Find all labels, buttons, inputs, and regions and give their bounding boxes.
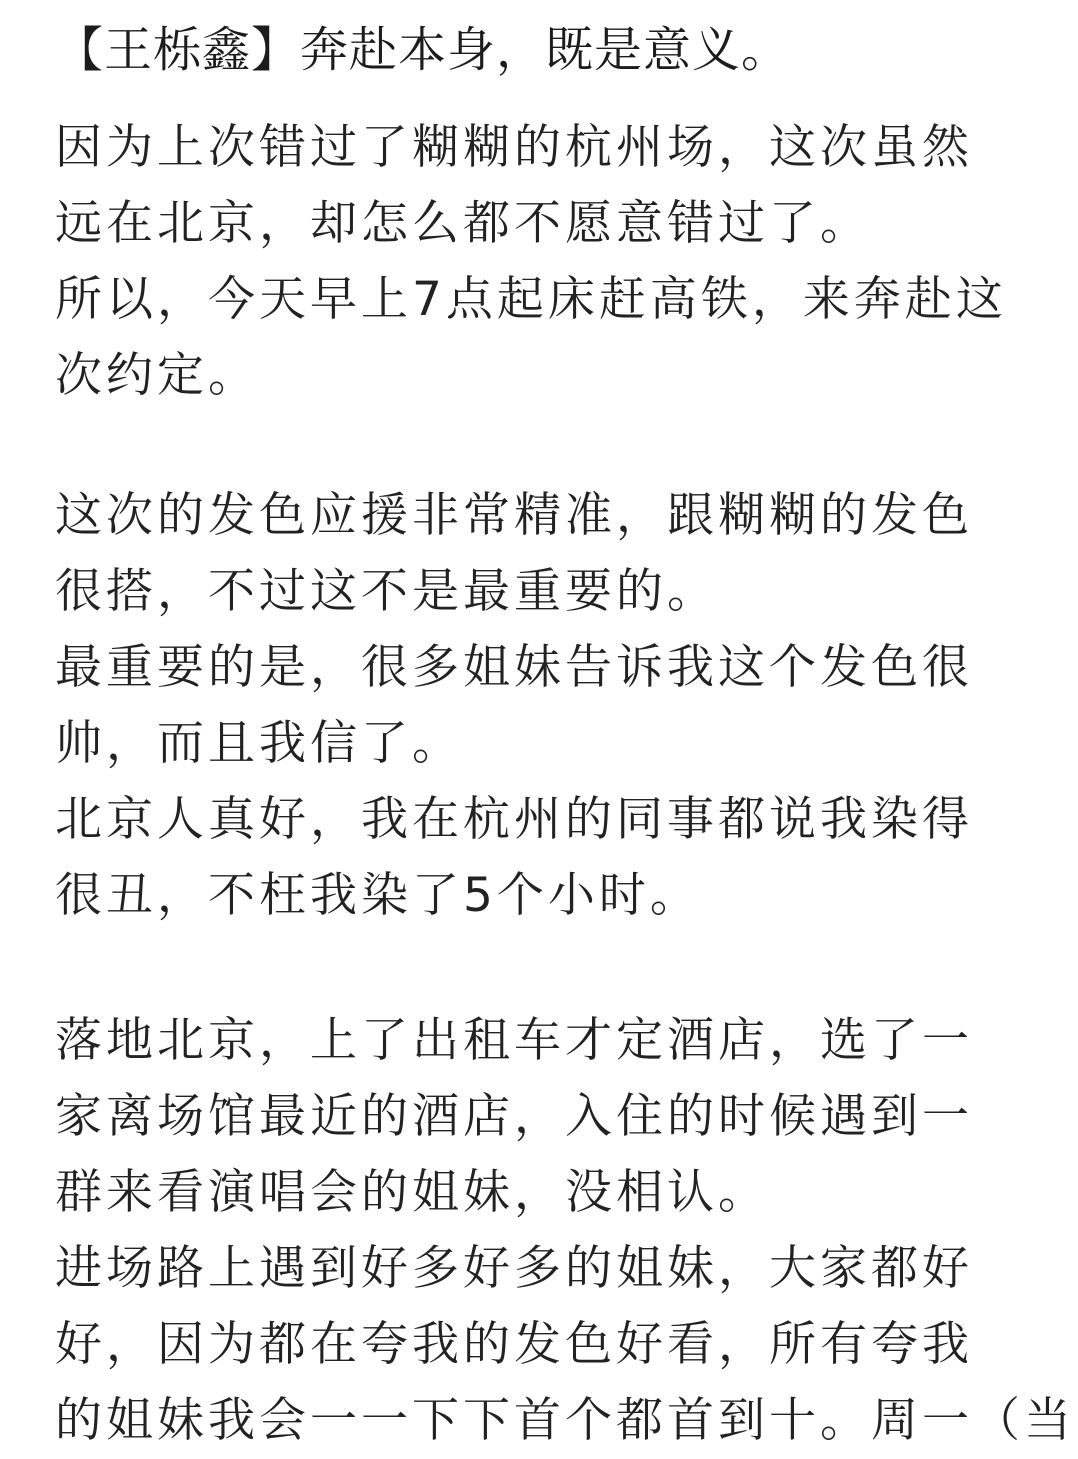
- text-line: 家离场馆最近的酒店，入住的时候遇到一: [55, 1089, 973, 1144]
- text-line: 远在北京，却怎么都不愿意错过了。: [55, 196, 871, 251]
- paragraph-1: [55, 110, 1045, 414]
- text-line-cutoff: 的姐妹我会一一下下首个都首到十。周一（当: [55, 1393, 1075, 1448]
- text-line: 群来看演唱会的姐妹，没相认。: [55, 1165, 769, 1220]
- text-line: 好，因为都在夸我的发色好看，所有夸我: [55, 1317, 973, 1372]
- text-line: 这次的发色应援非常精准，跟糊糊的发色: [55, 488, 973, 543]
- paragraph-2: [55, 478, 1045, 934]
- text-line: 次约定。: [55, 348, 259, 403]
- paragraph-3: [55, 1003, 1075, 1459]
- text-line: 很搭，不过这不是最重要的。: [55, 564, 718, 619]
- text-line: 北京人真好，我在杭州的同事都说我染得: [55, 792, 973, 847]
- text-line: 帅，而且我信了。: [55, 716, 463, 771]
- text-line: 进场路上遇到好多好多的姐妹，大家都好: [55, 1241, 973, 1296]
- text-line: 所以，今天早上7点起床赶高铁，来奔赴这: [55, 272, 1007, 327]
- text-line: 很丑，不枉我染了5个小时。: [55, 868, 701, 923]
- text-line: 落地北京，上了出租车才定酒店，选了一: [55, 1013, 973, 1068]
- text-line: 最重要的是，很多姐妹告诉我这个发色很: [55, 640, 973, 695]
- text-line: 因为上次错过了糊糊的杭州场，这次虽然: [55, 120, 973, 175]
- post-title: 【王栎鑫】奔赴本身，既是意义。: [55, 22, 791, 78]
